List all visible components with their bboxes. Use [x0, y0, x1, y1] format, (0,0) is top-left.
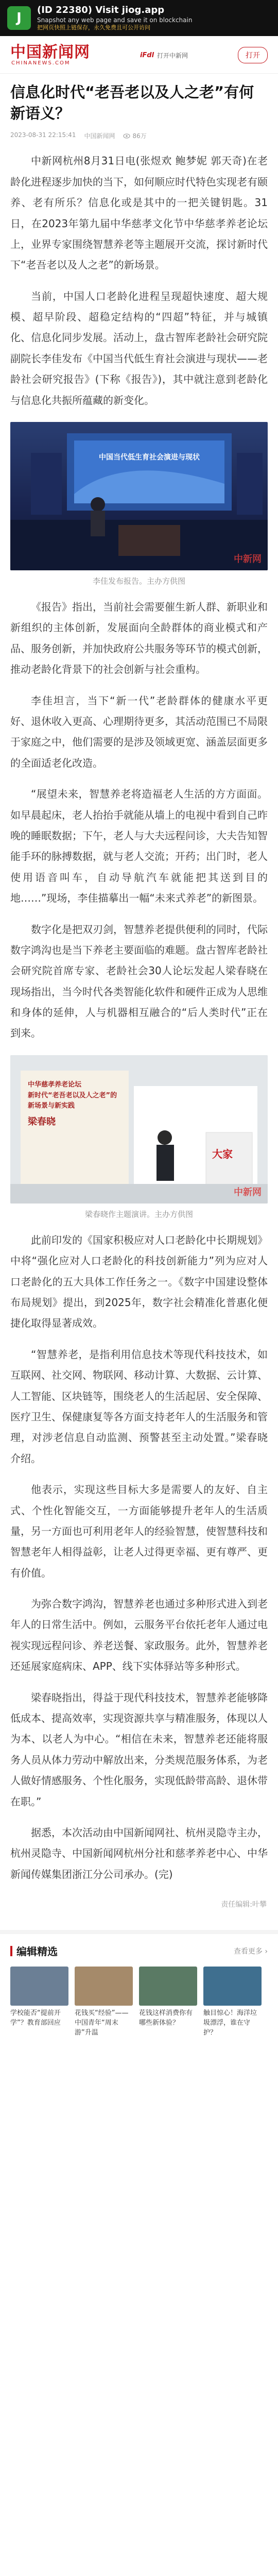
site-header — [0, 36, 278, 74]
site-logo[interactable] — [10, 44, 90, 66]
photo-illustration — [10, 422, 268, 570]
article-meta — [10, 131, 268, 140]
paragraph: “智慧养老，是指利用信息技术等现代科技技术，如互联网、社交网、物联网、移动计算、大数据、云计算、人工智能、区块链等，围绕老人的生活起居、安全保障、医疗卫生、保健康复等各方面支持老年人的生活服务和管理，对涉老信息自动监测、预警甚至主动处置。”梁春晓介绍。 — [10, 1348, 268, 1465]
list-item-title: 花钱这样消费你有哪些新体验？ — [139, 2009, 193, 2027]
thumbnail — [203, 1967, 262, 2006]
logo-chinese: 中国新闻网 — [10, 43, 90, 61]
open-app-button[interactable]: 打开 — [238, 47, 268, 63]
figure-caption: 李佳发布报告。主办方供图 — [92, 577, 185, 586]
stage-brand: 大家 — [212, 1147, 233, 1160]
view-count — [123, 131, 146, 140]
paragraph: 他表示，实现这些目标大多是需要人的友好、自主式、个性化智能交互，一方面能够提升老年人的生活质量，另一方面也可利用老年人的经验智慧，使智慧科技和智慧老年人相得益彰，让老人过得更幸福、更有尊严、更有价值。 — [10, 1483, 268, 1579]
view-count-value: 86万 — [132, 132, 147, 140]
paragraph: 为弥合数字鸿沟，智慧养老也通过多种形式进入到老年人的日常生活中。例如，云服务平台依托老年人通过电视实现远程问诊、养老送餐、家政服务。此外，智慧养老还延展家庭病床、APP、线下实体驿站等多种形式。 — [10, 1598, 268, 1673]
panel-line-3: 新场景与新实践 — [28, 1102, 75, 1110]
app-logo-icon: J — [7, 6, 31, 30]
thumbnail — [139, 1967, 197, 2006]
editor-picks-label: 编辑精选 — [16, 1945, 58, 1958]
eye-icon — [123, 133, 130, 139]
banner-line1: Snapshot any web page and save it on blockchain — [37, 16, 193, 24]
section-marker — [10, 1946, 12, 1956]
paragraph: 《报告》指出，当前社会需要催生新人群、新职业和新组织的主体创新，发展面向全龄群体的商业模式和产品、服务创新，并加快政府公共服务等环节的模式创新，推动老龄化背景下的社会创新与社会重构。 — [10, 601, 268, 676]
logo-english: CHINANEWS.COM — [11, 60, 71, 66]
thumbnail — [10, 1967, 68, 2006]
list-item[interactable] — [203, 1967, 262, 2038]
ad-brand: iFdl — [140, 51, 154, 59]
paragraph: 梁春晓指出，得益于现代科技技术，智慧养老能够降低成本、提高效率，实现资源共享与精准服务，体现以人为本、以老人为中心。“相信在未来，智慧养老还能将服务人员从体力劳动中解放出来，分类规范服务体系，为老人做好情感服务、个性化服务，实现低龄带高龄、退休带在职。” — [10, 1691, 268, 1808]
open-app-ad[interactable] — [140, 51, 188, 60]
thumbnail — [75, 1967, 133, 2006]
article-title: 信息化时代“老吾老以及人之老”有何新语义？ — [10, 83, 254, 123]
banner-line2: 把网页快照上链保存，永久免费且可公开访问 — [37, 24, 150, 31]
photo-watermark: 中新网 — [234, 1187, 262, 1198]
list-item[interactable] — [10, 1967, 68, 2038]
article — [0, 74, 278, 1909]
photo-keynote-speech[interactable] — [10, 1055, 268, 1204]
paragraph: 此前印发的《国家积极应对人口老龄化中长期规划》中将“强化应对人口老龄化的科技创新能力”列为应对人口老龄化的五大具体工作任务之一。《数字中国建设整体布局规划》提出，到2025年，数字社会精准化普惠化便捷化取得显著成效。 — [10, 1233, 268, 1330]
list-item-title: 触目惊心！海洋垃圾漂浮，谁在守护？ — [203, 2009, 257, 2037]
editor-picks-list — [10, 1967, 268, 2038]
editor-picks — [0, 1930, 278, 2038]
paragraph: 李佳坦言，当下“新一代”老龄群体的健康水平更好、退休收入更高、心理期待更多，其活动范围已不局限于家庭之中，他们需要的是涉及领域更宽、涵盖层面更多的全面适老化改造。 — [10, 694, 268, 769]
responsible-editor: 责任编辑:叶攀 — [221, 1901, 267, 1909]
paragraph: “展望未来，智慧养老将造福老人生活的方方面面。如早晨起床，老人抬抬手就能从墙上的电视中看到自己昨晚的睡眠数据；下午，老人与大夫远程问诊，大夫告知智能手环的脉搏数据，就与老人交流；开药；出门时，老人使用语音叫车，自动导航汽车就能把其送到目的地……”现场，李佳描摹出一幅“未来式养老”的新图景。 — [10, 788, 268, 905]
editor-picks-title — [10, 1943, 58, 1958]
list-item-title: 学校能否“提前开学”？教育部回应 — [10, 2009, 61, 2027]
figure-2 — [10, 1055, 268, 1219]
panel-text — [28, 1080, 126, 1130]
figure-caption: 梁春晓作主题演讲。主办方供图 — [84, 1209, 193, 1219]
panel-line-1: 中华慈孝养老论坛 — [28, 1080, 82, 1089]
paragraph: 据悉，本次活动由中国新闻网社、杭州灵隐寺主办，杭州灵隐寺、中国新闻网杭州分社和慈孝养老中心、中华新闻传媒集团浙江分公司承办。(完) — [10, 1826, 268, 1880]
panel-line-2: 新时代“老吾老以及人之老”的 — [28, 1091, 117, 1099]
panel-line-4: 梁春晓 — [28, 1116, 56, 1128]
publish-time: 2023-08-31 22:15:41 — [10, 131, 76, 139]
banner-title: (ID 22380) Visit jiog.app — [37, 5, 165, 16]
paragraph: 数字化是把双刃剑，智慧养老提供便利的同时，代际数字鸿沟也是当下养老主要面临的难题。盘古智库老龄社会研究院首席专家、老龄社会30人论坛发起人梁春晓在现场指出，当今时代各类智能化软件和硬件正成为人思维和身体的延伸，人与机器相互融合的“后人类时代”正在到来。 — [10, 923, 268, 1040]
list-item-title: 花钱买“经验”——中国青年“周末游”升温 — [75, 2009, 129, 2037]
article-source[interactable]: 中国新闻网 — [84, 132, 115, 140]
paragraph: 当前，中国人口老龄化进程呈现超快速度、超大规模、超早阶段、超稳定结构的“四超”特征，并与城镇化、信息化同步发展。活动上，盘古智库老龄社会研究院副院长李佳发布《中国当代低生育社会演进与现状——老龄社会研究报告》(下称《报告》)，其中就注意到老龄化与信息化共振所蕴藏的新变化。 — [10, 290, 268, 406]
paragraph: 中新网杭州8月31日电(张煜欢 鲍梦妮 郭天奇)在老龄化进程逐步加快的当下，如何顺应时代特色实现老有颐养、老有所乐？信息化或是其中的一把关键钥匙。31日，在2023年第九届中华慈孝文化节中华慈孝养老论坛上，业界专家围绕智慧养老等主题展开交流，探讨新时代下“老吾老以及人之老”的新场景。 — [10, 155, 268, 272]
photo-report-release[interactable] — [10, 422, 268, 570]
figure-1 — [10, 422, 268, 586]
ad-text: 打开中新网 — [157, 52, 188, 59]
list-item[interactable] — [139, 1967, 197, 2038]
screen-text: 中国当代低生育社会演进与现状 — [99, 453, 200, 462]
top-promo-banner[interactable] — [0, 0, 278, 36]
photo-watermark: 中新网 — [234, 554, 262, 565]
view-more-link[interactable]: 查看更多 › — [233, 1947, 268, 1956]
list-item[interactable] — [75, 1967, 133, 2038]
